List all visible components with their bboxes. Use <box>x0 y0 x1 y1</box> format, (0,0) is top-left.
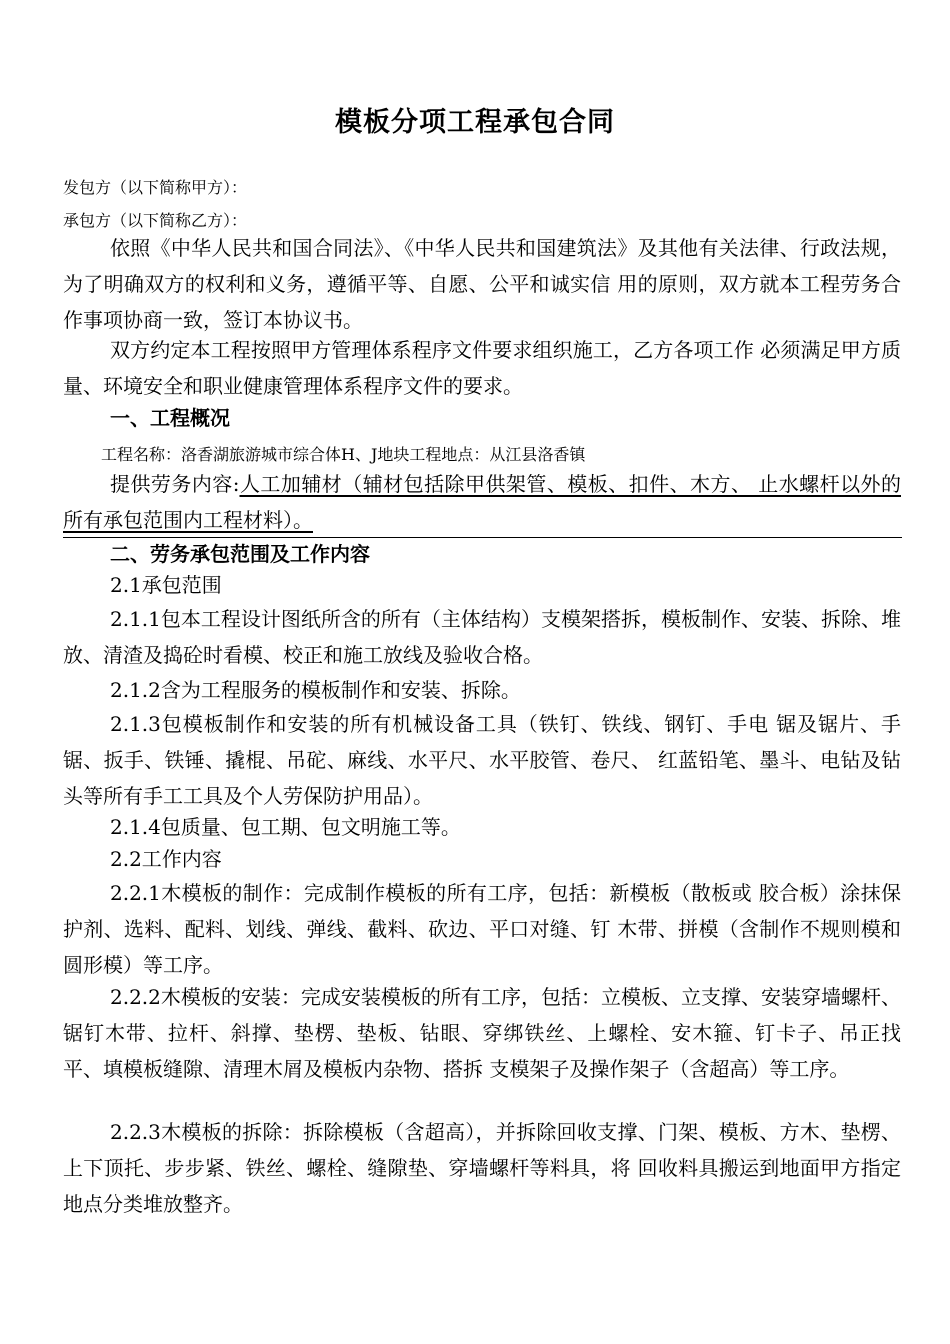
project-info-line: 工程名称：洛香湖旅游城市综合体H、J地块工程地点：从江县洛香镇 <box>101 445 586 464</box>
clause-2-1-2: 2.1.2含为工程服务的模板制作和安装、拆除。 <box>110 678 521 702</box>
section1-heading: 一、工程概况 <box>110 406 230 430</box>
clause-2-1-3: 2.1.3包模板制作和安装的所有机械设备工具（铁钉、铁线、钢钉、手电 锯及锯片、手锯、扳手、铁锤、撬棍、吊砣、麻线、水平尺、水平胶管、卷尺、 红蓝铅笔、墨斗、电钻及钻头等所有手工工具及个人劳保防护用品）。 <box>63 712 901 808</box>
service-paragraph <box>63 466 901 538</box>
horizontal-rule <box>63 537 902 538</box>
clause-2-2-3: 2.2.3木模板的拆除：拆除模板（含超高），并拆除回收支撑、门架、模板、方木、垫楞、上下顶托、步步紧、铁丝、螺栓、缝隙垫、穿墙螺杆等料具，将 回收料具搬运到地面甲方指定地点分类堆放整齐。 <box>63 1120 901 1216</box>
contract-title: 模板分项工程承包合同 <box>335 107 615 138</box>
section2-heading: 二、劳务承包范围及工作内容 <box>110 542 370 566</box>
intro-paragraph: 依照《中华人民共和国合同法》、《中华人民共和国建筑法》及其他有关法律、行政法规，为了明确双方的权利和义务，遵循平等、自愿、公平和诚实信 用的原则，双方就本工程劳务合作事项协商一致，签订本协议书。 <box>63 236 901 332</box>
service-label: 提供劳务内容: <box>110 472 240 496</box>
clause-2-1: 2.1承包范围 <box>110 573 222 597</box>
clause-2-1-1: 2.1.1包本工程设计图纸所含的所有（主体结构）支模架搭拆，模板制作、安装、拆除、堆放、清渣及捣砼时看模、校正和施工放线及验收合格。 <box>63 607 901 667</box>
agreement-paragraph: 双方约定本工程按照甲方管理体系程序文件要求组织施工，乙方各项工作 必须满足甲方质量、环境安全和职业健康管理体系程序文件的要求。 <box>63 338 901 398</box>
service-content: 人工加辅材（辅材包括除甲供架管、模板、扣件、木方、 止水螺杆以外的所有承包范围内工程材料）。 <box>63 472 901 532</box>
party-b-line: 承包方（以下简称乙方）： <box>63 211 248 230</box>
clause-2-2: 2.2工作内容 <box>110 847 222 871</box>
party-a-line: 发包方（以下简称甲方）： <box>63 178 248 197</box>
clause-2-2-2: 2.2.2木模板的安装：完成安装模板的所有工序，包括：立模板、立支撑、安装穿墙螺杆、锯钉木带、拉杆、斜撑、垫楞、垫板、钻眼、穿绑铁丝、上螺栓、安木箍、钉卡子、吊正找平、填模板缝隙、清理木屑及模板内杂物、搭拆 支模架子及操作架子（含超高）等工序。 <box>63 985 901 1081</box>
clause-2-2-1: 2.2.1木模板的制作：完成制作模板的所有工序，包括：新模板（散板或 胶合板）涂抹保护剂、选料、配料、划线、弹线、截料、砍边、平口对缝、钉 木带、拼模（含制作不规则模和圆形模）等工序。 <box>63 881 901 977</box>
clause-2-1-4: 2.1.4包质量、包工期、包文明施工等。 <box>110 815 461 839</box>
